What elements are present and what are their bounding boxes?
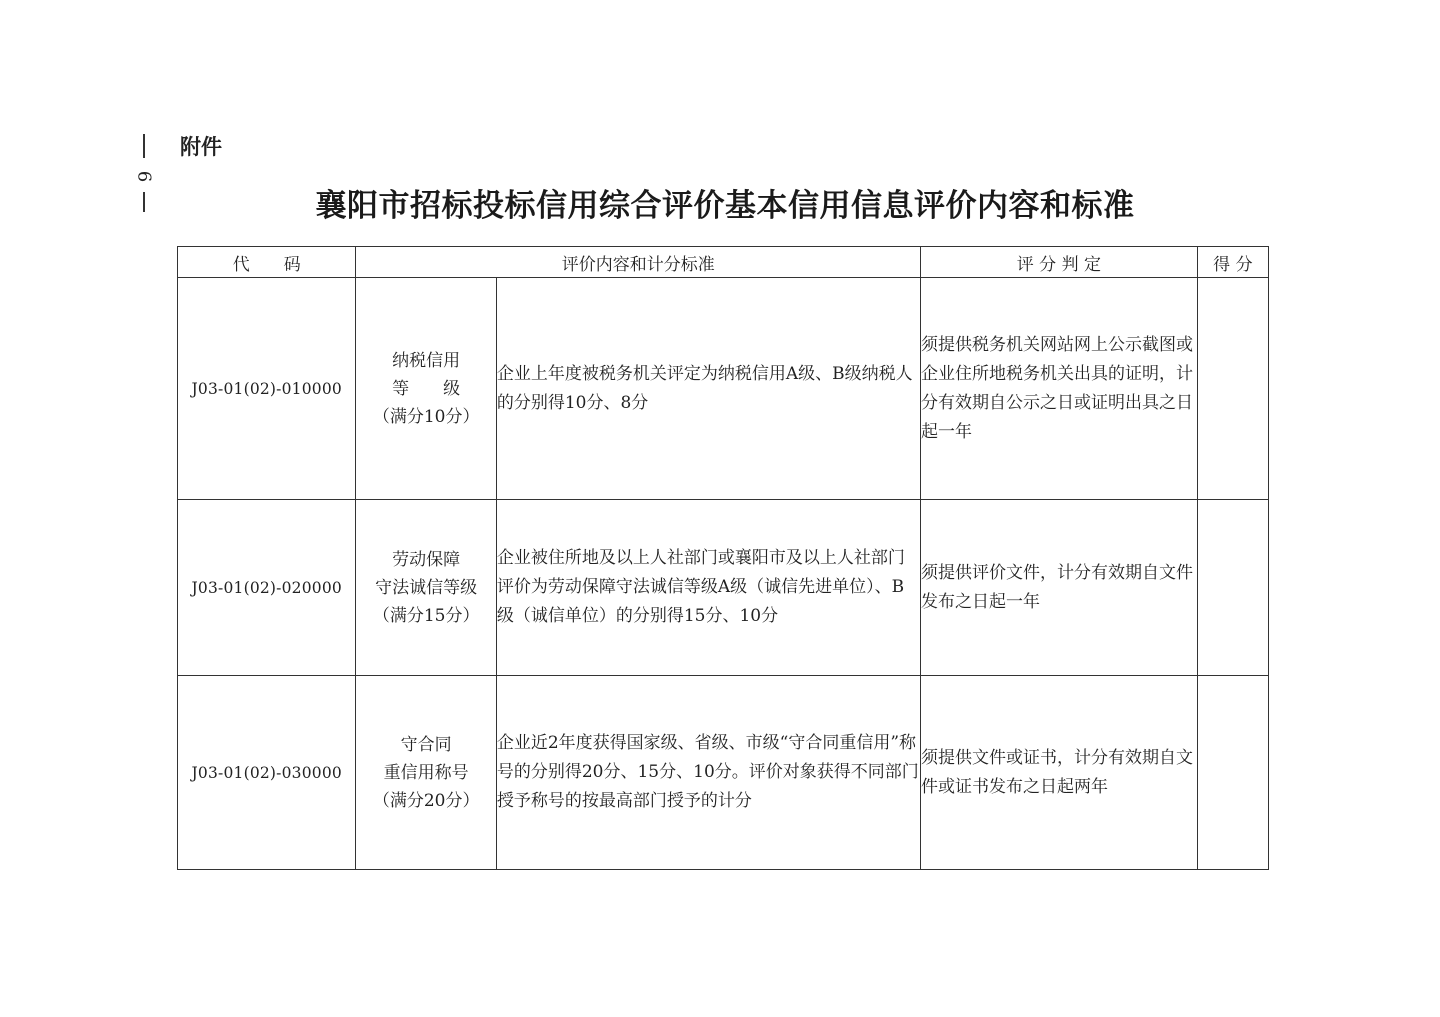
- item-line: （满分10分）: [372, 406, 480, 427]
- page-number-value: 6: [133, 170, 155, 183]
- table-row: [178, 278, 1269, 500]
- item-line: （满分15分）: [372, 605, 480, 626]
- row-score: [1197, 500, 1268, 676]
- row-judge: 须提供评价文件，计分有效期自文件发布之日起一年: [921, 500, 1198, 676]
- table-row: [178, 500, 1269, 676]
- row-code: J03-01(02)-010000: [178, 278, 356, 500]
- table-header-row: [178, 247, 1269, 278]
- header-code: 代 码: [178, 247, 356, 278]
- header-score: 得 分: [1197, 247, 1268, 278]
- document-title: 襄阳市招标投标信用综合评价基本信用信息评价内容和标准: [315, 188, 1135, 224]
- row-judge: 须提供文件或证书，计分有效期自文件或证书发布之日起两年: [921, 676, 1198, 870]
- page-number: [133, 134, 155, 214]
- row-item: [356, 500, 496, 676]
- row-item: [356, 676, 496, 870]
- table-row: [178, 676, 1269, 870]
- item-line: 纳税信用: [392, 350, 461, 371]
- row-score: [1197, 278, 1268, 500]
- item-line: （满分20分）: [372, 790, 480, 811]
- row-content: 企业被住所地及以上人社部门或襄阳市及以上人社部门评价为劳动保障守法诚信等级A级（诚信先进单位）、B级（诚信单位）的分别得15分、10分: [496, 500, 920, 676]
- evaluation-table: [177, 246, 1269, 870]
- item-line: 守合同: [400, 734, 452, 755]
- header-judge: 评 分 判 定: [921, 247, 1198, 278]
- row-code: J03-01(02)-020000: [178, 500, 356, 676]
- item-line: 劳动保障: [392, 549, 461, 570]
- page-number-top-rule: [143, 134, 145, 158]
- page-number-bottom-rule: [143, 192, 145, 212]
- item-line: 重信用称号: [383, 762, 469, 783]
- row-content: 企业近2年度获得国家级、省级、市级“守合同重信用”称号的分别得20分、15分、10分。评价对象获得不同部门授予称号的按最高部门授予的计分: [496, 676, 920, 870]
- attachment-label: 附件: [180, 135, 222, 159]
- item-line: 等 级: [392, 378, 461, 399]
- header-content: 评价内容和计分标准: [356, 247, 921, 278]
- row-score: [1197, 676, 1268, 870]
- item-line: 守法诚信等级: [375, 577, 478, 598]
- row-judge: 须提供税务机关网站网上公示截图或企业住所地税务机关出具的证明，计分有效期自公示之日或证明出具之日起一年: [921, 278, 1198, 500]
- row-content: 企业上年度被税务机关评定为纳税信用A级、B级纳税人的分别得10分、8分: [496, 278, 920, 500]
- row-code: J03-01(02)-030000: [178, 676, 356, 870]
- row-item: [356, 278, 496, 500]
